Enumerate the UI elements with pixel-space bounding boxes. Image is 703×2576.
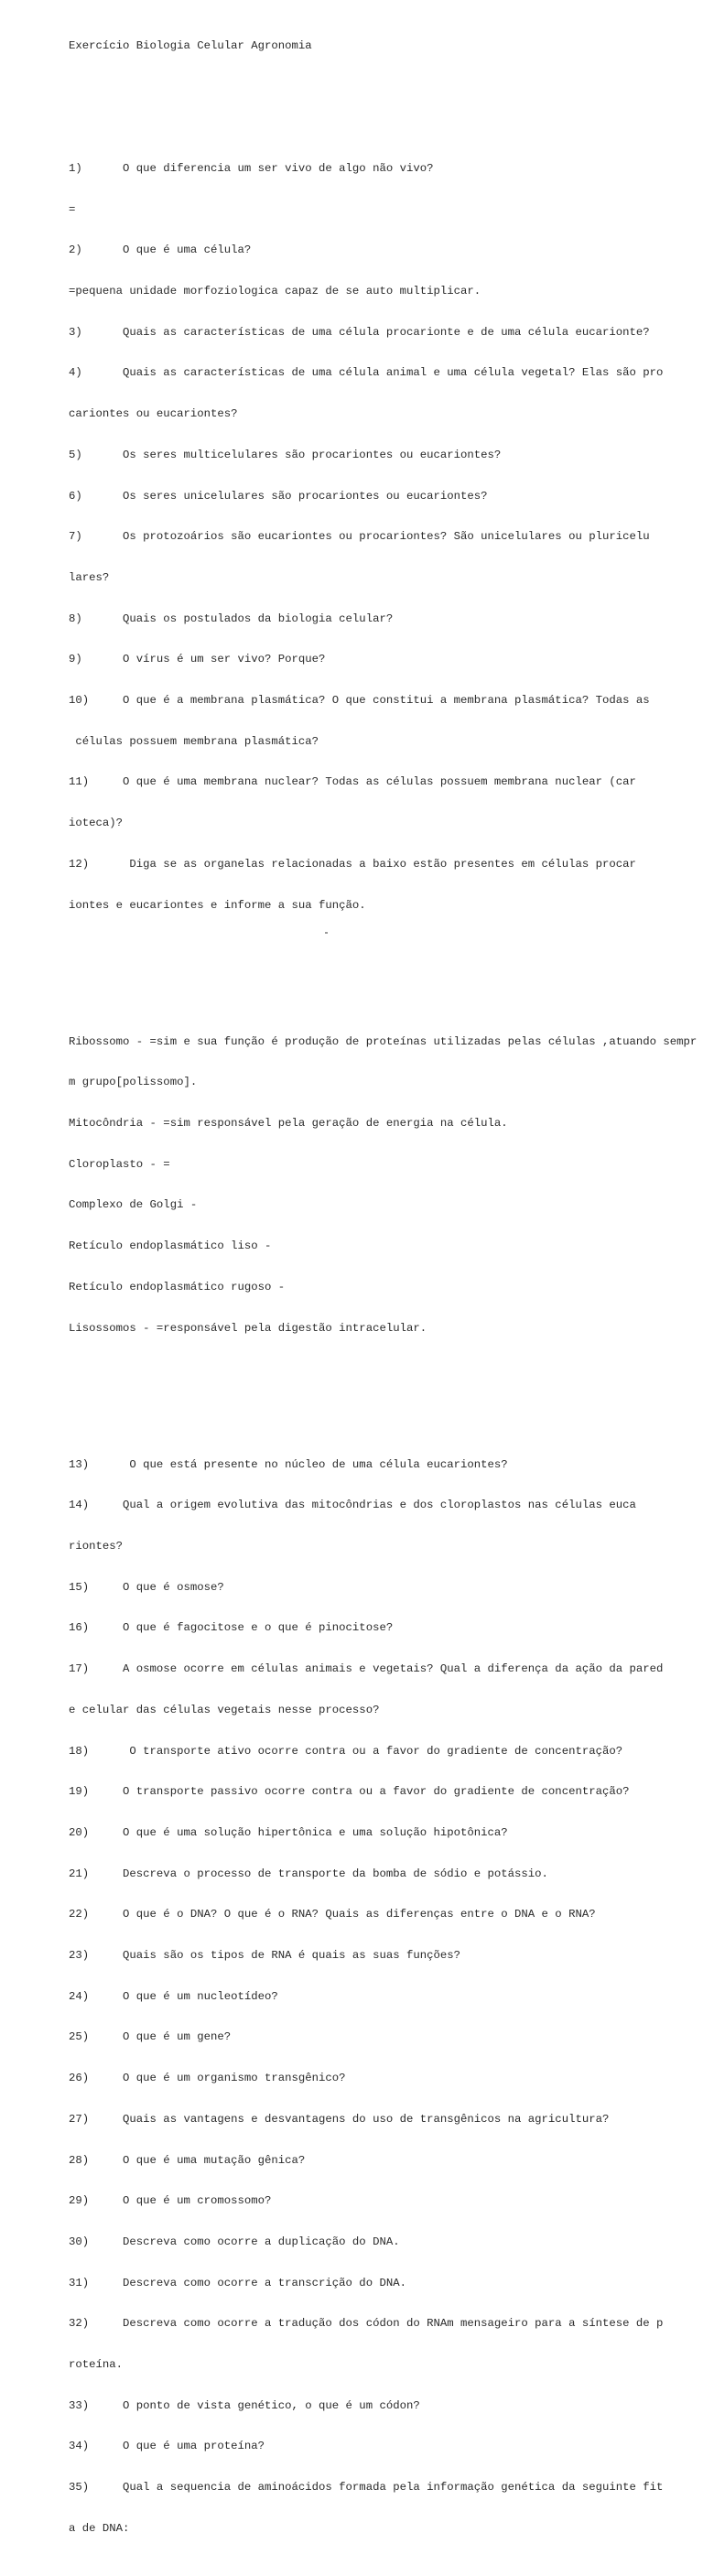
text-line: 32) Descreva como ocorre a tradução dos códon do RNAm mensageiro para a síntese de p [69, 2317, 664, 2331]
text-line: 24) O que é um nucleotídeo? [69, 1989, 278, 2003]
text-line: 8) Quais os postulados da biologia celular? [69, 612, 394, 625]
text-line: 17) A osmose ocorre em células animais e vegetais? Qual a diferença da ação da pared [69, 1662, 664, 1676]
text-line: 34) O que é uma proteína? [69, 2440, 265, 2453]
text-line: 10) O que é a membrana plasmática? O que constitui a membrana plasmática? Todas as [69, 694, 650, 708]
spacer [69, 81, 703, 108]
text-line: 25) O que é um gene? [69, 2030, 232, 2044]
text-line: ioteca)? [69, 817, 124, 830]
text-line: 11) O que é uma membrana nuclear? Todas as células possuem membrana nuclear (car [69, 775, 636, 789]
text-line: 12) Diga se as organelas relacionadas a baixo estão presentes em células procar [69, 857, 636, 871]
text-line: 1) O que diferencia um ser vivo de algo não vivo? [69, 161, 434, 175]
text-line: 19) O transporte passivo ocorre contra ou a favor do gradiente de concentração? [69, 1785, 630, 1799]
text-line: 26) O que é um organismo transgênico? [69, 2072, 346, 2085]
text-line: 5) Os seres multicelulares são procariontes ou eucariontes? [69, 448, 502, 461]
text-line: 23) Quais são os tipos de RNA é quais as suas funções? [69, 1949, 461, 1963]
text-line: 21) Descreva o processo de transporte da bomba de sódio e potássio. [69, 1867, 548, 1880]
text-line: a de DNA: [69, 2521, 130, 2535]
text-line: 28) O que é uma mutação gênica? [69, 2153, 306, 2167]
text-line: lares? [69, 570, 110, 584]
text-line: Cloroplasto - = [69, 1157, 170, 1171]
text-line: 18) O transporte ativo ocorre contra ou a favor do gradiente de concentração? [69, 1744, 623, 1758]
text-line: 30) Descreva como ocorre a duplicação do DNA. [69, 2235, 400, 2248]
text-line: 2) O que é uma célula? [69, 244, 252, 257]
text-line: 29) O que é um cromossomo? [69, 2194, 272, 2208]
text-line: 4) Quais as características de uma célula animal e uma célula vegetal? Elas são pro [69, 366, 664, 380]
text-line: iontes e eucariontes e informe a sua função. [69, 898, 366, 912]
text-line: Lisossomos - =responsável pela digestão intracelular. [69, 1321, 427, 1335]
text-line: 7) Os protozoários são eucariontes ou procariontes? São unicelulares ou pluricelu [69, 530, 650, 544]
text-line: 27) Quais as vantagens e desvantagens do uso de transgênicos na agricultura? [69, 2112, 610, 2126]
text-line: 16) O que é fagocitose e o que é pinocitose? [69, 1621, 394, 1635]
text-line: riontes? [69, 1539, 124, 1553]
text-line: 15) O que é osmose? [69, 1580, 224, 1594]
text-line: Ribossomo - =sim e sua função é produção de proteínas utilizadas pelas células ,atuando sempr [69, 1034, 698, 1048]
text-line: Mitocôndria - =sim responsável pela geração de energia na célula. [69, 1117, 508, 1131]
text-line: 13) O que está presente no núcleo de uma célula eucariontes? [69, 1457, 508, 1471]
text-line: e celular das células vegetais nesse processo? [69, 1703, 380, 1716]
text-line: m grupo[polissomo]. [69, 1076, 198, 1089]
text-line: 22) O que é o DNA? O que é o RNA? Quais as diferenças entre o DNA e o RNA? [69, 1908, 596, 1921]
text-line: 33) O ponto de vista genético, o que é um códon? [69, 2398, 420, 2412]
text-line: cariontes ou eucariontes? [69, 407, 238, 421]
document-title: Exercício Biologia Celular Agronomia [69, 38, 312, 52]
text-line: 3) Quais as características de uma célula procarionte e de uma célula eucarionte? [69, 325, 650, 339]
spacer [69, 967, 703, 980]
page-mark [325, 932, 328, 934]
text-line: 20) O que é uma solução hipertônica e uma solução hipotônica? [69, 1825, 508, 1839]
questions-block-1 [69, 135, 703, 939]
text-line: =pequena unidade morfoziologica capaz de se auto multiplicar. [69, 285, 481, 298]
text-line: 14) Qual a origem evolutiva das mitocôndrias e dos cloroplastos nas células euca [69, 1499, 636, 1512]
organelles-block [69, 1008, 703, 1362]
text-line: células possuem membrana plasmática? [69, 734, 319, 748]
text-line: 31) Descreva como ocorre a transcrição do DNA. [69, 2276, 406, 2289]
text-line: Retículo endoplasmático liso - [69, 1239, 272, 1253]
text-line: = [69, 202, 76, 216]
questions-block-2 [69, 1431, 703, 2563]
spacer [69, 1390, 703, 1403]
document-page [69, 12, 703, 2576]
text-line: 6) Os seres unicelulares são procariontes ou eucariontes? [69, 489, 488, 503]
text-line: 35) Qual a sequencia de aminoácidos formada pela informação genética da seguinte fit [69, 2481, 664, 2495]
text-line: Retículo endoplasmático rugoso - [69, 1280, 286, 1293]
text-line: Complexo de Golgi - [69, 1198, 198, 1212]
text-line: 9) O vírus é um ser vivo? Porque? [69, 653, 326, 666]
text-line: roteína. [69, 2358, 124, 2372]
